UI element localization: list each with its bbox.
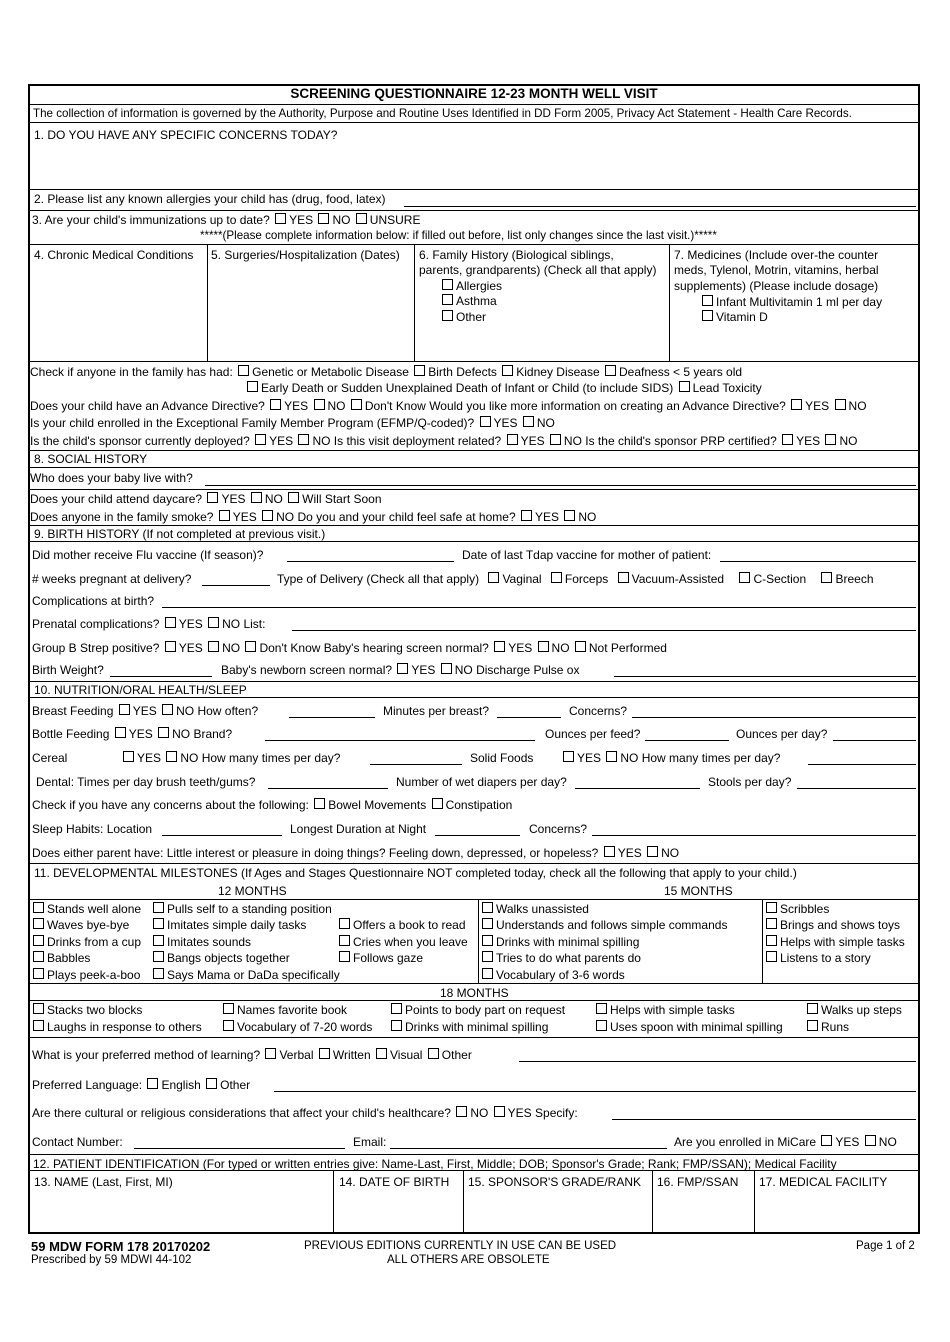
dev-checkbox[interactable] — [33, 951, 44, 962]
instructions-note: *****(Please complete information below: if filled out before, list only changes since the last visit.)***** — [200, 229, 717, 242]
constipation-checkbox[interactable] — [432, 798, 443, 809]
name-field[interactable]: 13. NAME (Last, First, MI) — [34, 1175, 173, 1189]
immunizations-unsure-checkbox[interactable] — [356, 213, 367, 224]
breast-yes-checkbox[interactable] — [119, 704, 130, 715]
dev-checkbox[interactable] — [482, 968, 493, 979]
breast-concerns-field[interactable] — [632, 717, 916, 718]
prenatal-list-field[interactable] — [292, 630, 916, 631]
brand-label: Brand? — [193, 727, 233, 741]
complications-field[interactable] — [162, 607, 916, 608]
smoke-no-checkbox[interactable] — [262, 510, 273, 521]
pulse-ox-field[interactable] — [614, 676, 916, 677]
stools-label: Stools per day? — [708, 775, 792, 789]
bowel-checkbox[interactable] — [314, 798, 325, 809]
tdap-label: Date of last Tdap vaccine for mother of patient: — [462, 548, 712, 562]
language-other-field[interactable] — [274, 1091, 916, 1092]
cultural-specify-label: Specify: — [535, 1106, 578, 1120]
longest-duration-field[interactable] — [435, 835, 520, 836]
parent-mood-label: Does either parent have: Little interest or pleasure in doing things? Feeling down, depressed, or hopeless? — [32, 846, 599, 860]
minutes-breast-field[interactable] — [497, 717, 561, 718]
lang-other-checkbox[interactable] — [206, 1078, 217, 1089]
dev-checkbox[interactable] — [339, 935, 350, 946]
prp-no-checkbox[interactable] — [825, 434, 836, 445]
deploy-related-yes-checkbox[interactable] — [507, 434, 518, 445]
safe-yes-checkbox[interactable] — [521, 510, 532, 521]
oz-feed-field[interactable] — [645, 740, 729, 741]
pulse-ox-label: Discharge Pulse ox — [476, 663, 580, 677]
wet-diapers-label: Number of wet diapers per day? — [396, 775, 567, 789]
nutrition-header: 10. NUTRITION/ORAL HEALTH/SLEEP — [34, 683, 247, 697]
tdap-field[interactable] — [720, 561, 916, 562]
prenatal-yes-checkbox[interactable] — [165, 617, 176, 628]
oz-day-field[interactable] — [833, 740, 916, 741]
dental-label: Dental: Times per day brush teeth/gums? — [36, 775, 256, 789]
birth-defects-checkbox[interactable] — [414, 365, 425, 376]
concerns-field[interactable] — [32, 144, 916, 188]
q6-label-line2: parents, grandparents) (Check all that apply) — [419, 263, 657, 277]
live-with-field[interactable] — [205, 485, 916, 486]
stools-field[interactable] — [797, 788, 916, 789]
cultural-yes-checkbox[interactable] — [494, 1106, 505, 1117]
12-months-label: 12 MONTHS — [218, 884, 287, 898]
oz-feed-label: Ounces per feed? — [545, 727, 641, 741]
family-other-checkbox[interactable] — [442, 310, 453, 321]
medical-facility-field[interactable]: 17. MEDICAL FACILITY — [759, 1175, 888, 1189]
adv-info-no-checkbox[interactable] — [835, 399, 846, 410]
gbs-no-checkbox[interactable] — [208, 641, 219, 652]
deployed-label: Is the child's sponsor currently deployed? — [30, 434, 250, 448]
sponsor-grade-field[interactable]: 15. SPONSOR'S GRADE/RANK — [468, 1175, 642, 1189]
how-often-field[interactable] — [289, 717, 375, 718]
learning-label: What is your preferred method of learning? — [32, 1048, 261, 1062]
forceps-checkbox[interactable] — [551, 572, 562, 583]
gbs-dontknow-checkbox[interactable] — [245, 641, 256, 652]
form-number: 59 MDW FORM 178 20170202 — [31, 1239, 211, 1254]
dev-checkbox[interactable] — [339, 951, 350, 962]
email-field[interactable] — [390, 1148, 667, 1149]
parent-yes-checkbox[interactable] — [604, 846, 615, 857]
kidney-disease-checkbox[interactable] — [502, 365, 513, 376]
allergies-field[interactable] — [404, 206, 916, 207]
sleep-location-label: Sleep Habits: Location — [32, 822, 153, 836]
page-number: Page 1 of 2 — [856, 1240, 915, 1252]
adv-info-label: Would you like more information on creating an Advance Directive? — [429, 399, 786, 413]
parent-no-checkbox[interactable] — [647, 846, 658, 857]
newborn-screen-label: Baby's newborn screen normal? — [221, 663, 393, 677]
early-death-checkbox[interactable] — [247, 381, 258, 392]
smoke-yes-checkbox[interactable] — [219, 510, 230, 521]
delivery-label: Type of Delivery (Check all that apply) — [277, 572, 480, 586]
previous-editions-line2: ALL OTHERS ARE OBSOLETE — [387, 1254, 550, 1266]
newborn-no-checkbox[interactable] — [441, 663, 452, 674]
bottle-no-checkbox[interactable] — [158, 727, 169, 738]
deployed-yes-checkbox[interactable] — [255, 434, 266, 445]
learn-other-checkbox[interactable] — [428, 1048, 439, 1059]
oz-day-label: Ounces per day? — [736, 727, 828, 741]
dev18-checkbox[interactable] — [391, 1003, 402, 1014]
family-check-label: Check if anyone in the family has had: — [30, 365, 233, 379]
dev-checkbox[interactable] — [766, 951, 777, 962]
page-title: SCREENING QUESTIONNAIRE 12-23 MONTH WELL VISIT — [290, 86, 658, 101]
dev-checkbox[interactable] — [339, 918, 350, 929]
privacy-statement: The collection of information is governed by the Authority, Purpose and Routine Uses Identified in DD Form 2005, Privacy Act Statement - Health Care Records. — [33, 107, 852, 120]
prescribed-by: Prescribed by 59 MDWI 44-102 — [31, 1254, 192, 1266]
15-months-label: 15 MONTHS — [664, 884, 733, 898]
micare-no-checkbox[interactable] — [865, 1135, 876, 1146]
advance-directive-label: Does your child have an Advance Directive? — [30, 399, 265, 413]
dev-checkbox[interactable] — [33, 902, 44, 913]
prenatal-label: Prenatal complications? — [32, 617, 160, 631]
multivitamin-checkbox[interactable] — [702, 295, 713, 306]
contact-number-label: Contact Number: — [32, 1135, 123, 1149]
adv-no-checkbox[interactable] — [314, 399, 325, 410]
dev-checkbox[interactable] — [482, 935, 493, 946]
immunizations-no-checkbox[interactable] — [318, 213, 329, 224]
q7-label-line2: meds, Tylenol, Motrin, vitamins, herbal — [674, 263, 879, 277]
dev-checkbox[interactable] — [153, 918, 164, 929]
daycare-no-checkbox[interactable] — [251, 492, 262, 503]
dev18-checkbox[interactable] — [807, 1020, 818, 1031]
lead-toxicity-checkbox[interactable] — [679, 381, 690, 392]
birth-weight-field[interactable] — [110, 676, 212, 677]
deployment-related-label: Is this visit deployment related? — [333, 434, 502, 448]
adv-info-yes-checkbox[interactable] — [791, 399, 802, 410]
dob-field[interactable]: 14. DATE OF BIRTH — [339, 1175, 450, 1189]
family-asthma-checkbox[interactable] — [442, 294, 453, 305]
cereal-no-checkbox[interactable] — [166, 751, 177, 762]
cereal-yes-checkbox[interactable] — [123, 751, 134, 762]
q1-label: 1. DO YOU HAVE ANY SPECIFIC CONCERNS TODAY? — [34, 128, 338, 142]
language-label: Preferred Language: — [32, 1078, 143, 1092]
q5-label: 5. Surgeries/Hospitalization (Dates) — [211, 248, 400, 262]
dev-checkbox[interactable] — [766, 918, 777, 929]
efmp-label: Is your child enrolled in the Exceptional Family Member Program (EFMP/Q-coded)? — [30, 416, 475, 430]
flu-label: Did mother receive Flu vaccine (If season)? — [32, 548, 264, 562]
bottle-yes-checkbox[interactable] — [115, 727, 126, 738]
efmp-no-checkbox[interactable] — [523, 416, 534, 427]
micare-label: Are you enrolled in MiCare — [674, 1135, 817, 1149]
dev-checkbox[interactable] — [33, 968, 44, 979]
efmp-yes-checkbox[interactable] — [480, 416, 491, 427]
vitamin-d-checkbox[interactable] — [702, 310, 713, 321]
learning-other-field[interactable] — [519, 1061, 916, 1062]
solid-no-checkbox[interactable] — [606, 751, 617, 762]
birth-history-header: 9. BIRTH HISTORY (If not completed at previous visit.) — [34, 527, 326, 541]
concerns-check-label: Check if you have any concerns about the following: — [32, 798, 309, 812]
genetic-checkbox[interactable] — [238, 365, 249, 376]
smoke-label: Does anyone in the family smoke? — [30, 510, 214, 524]
how-often-label: How often? — [197, 704, 259, 718]
family-allergies-checkbox[interactable] — [442, 279, 453, 290]
q4-label: 4. Chronic Medical Conditions — [34, 248, 194, 262]
dev-checkbox[interactable] — [153, 935, 164, 946]
dev-checkbox[interactable] — [153, 902, 164, 913]
dev18-checkbox[interactable] — [223, 1020, 234, 1031]
dev18-checkbox[interactable] — [223, 1003, 234, 1014]
weeks-label: # weeks pregnant at delivery? — [32, 572, 192, 586]
hearing-not-performed-checkbox[interactable] — [575, 641, 586, 652]
dev-checkbox[interactable] — [482, 951, 493, 962]
dev18-checkbox[interactable] — [596, 1003, 607, 1014]
dev-checkbox[interactable] — [153, 968, 164, 979]
deploy-related-no-checkbox[interactable] — [550, 434, 561, 445]
newborn-yes-checkbox[interactable] — [397, 663, 408, 674]
social-history-header: 8. SOCIAL HISTORY — [34, 452, 148, 466]
dev18-checkbox[interactable] — [807, 1003, 818, 1014]
cultural-specify-field[interactable] — [612, 1119, 916, 1120]
brand-field[interactable] — [265, 740, 535, 741]
breech-checkbox[interactable] — [821, 572, 832, 583]
dev-checkbox[interactable] — [766, 902, 777, 913]
q7-label-line1: 7. Medicines (Include over-the counter — [674, 248, 879, 262]
sleep-location-field[interactable] — [162, 835, 282, 836]
live-with-label: Who does your baby live with? — [30, 471, 193, 485]
18-months-label: 18 MONTHS — [440, 986, 509, 1000]
q6-label-line1: 6. Family History (Biological siblings, — [419, 248, 614, 262]
contact-number-field[interactable] — [134, 1148, 345, 1149]
breast-no-checkbox[interactable] — [162, 704, 173, 715]
q7-label-line3: supplements) (Please include dosage) — [674, 279, 879, 293]
dev-checkbox[interactable] — [153, 951, 164, 962]
learn-visual-checkbox[interactable] — [376, 1048, 387, 1059]
minutes-breast-label: Minutes per breast? — [383, 704, 490, 718]
daycare-soon-checkbox[interactable] — [288, 492, 299, 503]
cultural-no-checkbox[interactable] — [456, 1106, 467, 1117]
dev-checkbox[interactable] — [33, 918, 44, 929]
solid-foods-label: Solid Foods — [470, 751, 534, 765]
hearing-yes-checkbox[interactable] — [494, 641, 505, 652]
prp-yes-checkbox[interactable] — [782, 434, 793, 445]
adv-dontknow-checkbox[interactable] — [351, 399, 362, 410]
breast-feeding-label: Breast Feeding — [32, 704, 114, 718]
previous-editions-line1: PREVIOUS EDITIONS CURRENTLY IN USE CAN BE USED — [304, 1240, 617, 1252]
cereal-times-field[interactable] — [370, 764, 462, 765]
daycare-yes-checkbox[interactable] — [207, 492, 218, 503]
dev-checkbox[interactable] — [33, 935, 44, 946]
weeks-field[interactable] — [202, 585, 270, 586]
dev-checkbox[interactable] — [482, 902, 493, 913]
solid-times-field[interactable] — [808, 764, 916, 765]
safe-no-checkbox[interactable] — [564, 510, 575, 521]
birth-weight-label: Birth Weight? — [32, 663, 104, 677]
deafness-checkbox[interactable] — [605, 365, 616, 376]
flu-field[interactable] — [287, 561, 454, 562]
gbs-yes-checkbox[interactable] — [165, 641, 176, 652]
q3-label: 3. Are your child's immunizations up to date? — [32, 213, 270, 227]
sleep-concerns-label: Concerns? — [529, 822, 588, 836]
bottle-feeding-label: Bottle Feeding — [32, 727, 110, 741]
longest-duration-label: Longest Duration at Night — [290, 822, 427, 836]
dev18-checkbox[interactable] — [391, 1020, 402, 1031]
lang-english-checkbox[interactable] — [147, 1078, 158, 1089]
fmp-ssan-field[interactable]: 16. FMP/SSAN — [657, 1175, 739, 1189]
learn-written-checkbox[interactable] — [319, 1048, 330, 1059]
prenatal-list-label: List: — [243, 617, 266, 631]
adv-yes-checkbox[interactable] — [270, 399, 281, 410]
email-label: Email: — [353, 1135, 387, 1149]
dev-checkbox[interactable] — [766, 935, 777, 946]
developmental-header: 11. DEVELOPMENTAL MILESTONES (If Ages and Stages Questionnaire NOT completed today, check all the following that apply to your child.) — [34, 866, 797, 880]
q2-label: 2. Please list any known allergies your child has (drug, food, latex) — [34, 192, 386, 206]
dev18-checkbox[interactable] — [596, 1020, 607, 1031]
prenatal-no-checkbox[interactable] — [208, 617, 219, 628]
safe-label: Do you and your child feel safe at home? — [297, 510, 516, 524]
solid-times-label: How many times per day? — [641, 751, 781, 765]
patient-id-header: 12. PATIENT IDENTIFICATION (For typed or written entries give: Name-Last, First, Middle; DOB; Sponsor's Grade; Rank; FMP/SSAN); Medical Facility — [33, 1157, 837, 1171]
cultural-label: Are there cultural or religious considerations that affect your child's healthcare? — [32, 1106, 451, 1120]
solid-yes-checkbox[interactable] — [563, 751, 574, 762]
cereal-times-label: How many times per day? — [201, 751, 341, 765]
csection-checkbox[interactable] — [739, 572, 750, 583]
hearing-no-checkbox[interactable] — [538, 641, 549, 652]
vacuum-checkbox[interactable] — [618, 572, 629, 583]
hearing-label: Baby's hearing screen normal? — [323, 641, 489, 655]
dev18-checkbox[interactable] — [33, 1020, 44, 1031]
complications-label: Complications at birth? — [32, 594, 155, 608]
vaginal-checkbox[interactable] — [488, 572, 499, 583]
deployed-no-checkbox[interactable] — [298, 434, 309, 445]
learn-verbal-checkbox[interactable] — [265, 1048, 276, 1059]
dental-field[interactable] — [268, 788, 388, 789]
micare-yes-checkbox[interactable] — [821, 1135, 832, 1146]
dev18-checkbox[interactable] — [33, 1003, 44, 1014]
gbs-label: Group B Strep positive? — [32, 641, 160, 655]
sleep-concerns-field[interactable] — [592, 835, 916, 836]
daycare-label: Does your child attend daycare? — [30, 492, 203, 506]
breast-concerns-label: Concerns? — [569, 704, 628, 718]
dev-checkbox[interactable] — [482, 918, 493, 929]
prp-label: Is the child's sponsor PRP certified? — [585, 434, 777, 448]
cereal-label: Cereal — [32, 751, 68, 765]
immunizations-yes-checkbox[interactable] — [275, 213, 286, 224]
wet-diapers-field[interactable] — [575, 788, 700, 789]
